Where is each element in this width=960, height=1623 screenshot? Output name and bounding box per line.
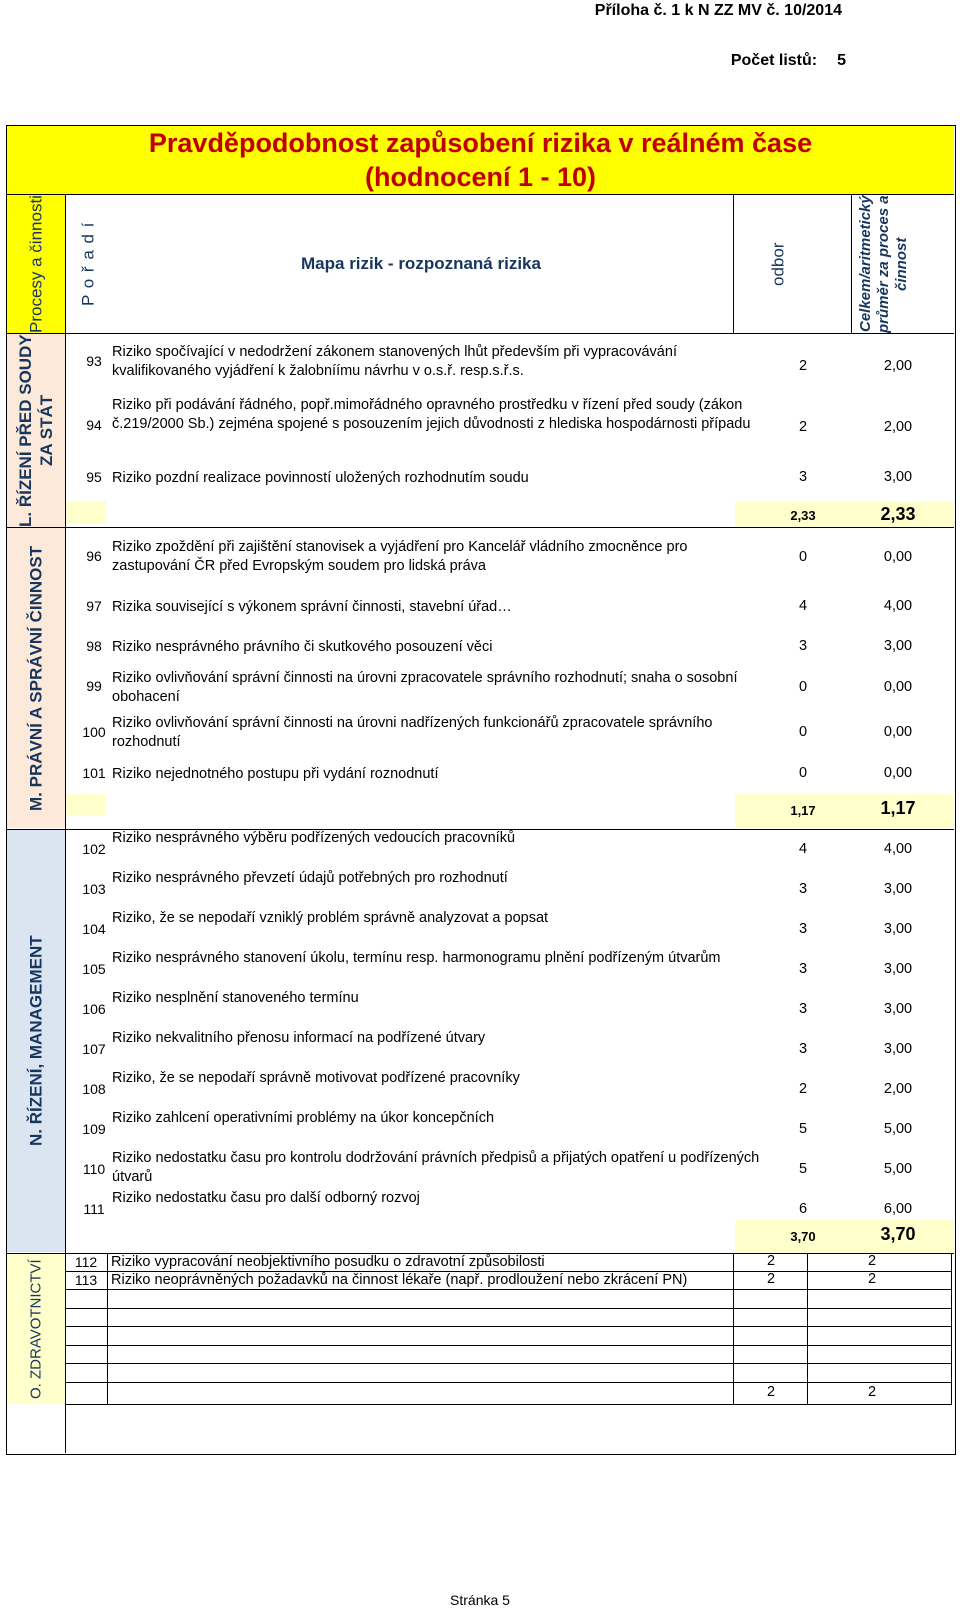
row-description: Riziko, že se nepodaří správně motivovat podřízené pracovníky [112, 1070, 520, 1086]
section-summary-average: 3,70 [880, 1224, 916, 1244]
row-unit-value: 2 [798, 419, 808, 435]
row-unit-value: 5 [798, 1121, 808, 1137]
section-summary-average: 2,33 [880, 504, 916, 524]
header-order: P o ř a d í [78, 221, 98, 307]
row-unit-value: 6 [798, 1201, 808, 1217]
row-unit-value: 0 [798, 679, 808, 695]
row-average: 3,00 [883, 1041, 913, 1057]
section-summary-unit: 3,70 [790, 1229, 816, 1244]
row-description: Riziko spočívající v nedodržení zákonem stanovených lhůt především při vypracovávání kvalifikovaného vyjádření k žalobníímu návrhu v o.s.ř. resp.s.ř.s. [112, 344, 677, 379]
row-number: 100 [82, 724, 106, 740]
row-description: Riziko nesprávného převzetí údajů potřebných pro rozhodnutí [112, 870, 508, 886]
row-number: 94 [86, 417, 102, 433]
row-description: Riziko zpoždění při zajištění stanovisek a vyjádření pro Kancelář vládního zmocněnce pro zastupování ČR před Evropským soudem pro lidská práva [112, 539, 688, 574]
row-average: 3,00 [883, 961, 913, 977]
table-row [7, 390, 954, 456]
row-average: 5,00 [883, 1121, 913, 1137]
header-average: Celkem/aritmetický průměr za proces a činnost [857, 195, 910, 333]
row-number: 112 [74, 1254, 98, 1270]
table-row [7, 991, 954, 1029]
row-description: Riziko ovlivňování správní činnosti na úrovni nadřízených funkcionářů zpracovatele správního rozhodnutí [112, 715, 713, 750]
row-average: 3,00 [883, 1001, 913, 1017]
row-unit-value: 3 [798, 1001, 808, 1017]
row-unit-value: 2 [766, 1253, 776, 1269]
table-row [7, 635, 954, 661]
row-unit-value: 2 [798, 358, 808, 374]
row-number: 104 [82, 921, 106, 937]
row-description: Riziko ovlivňování správní činnosti na úrovni zpracovatele správního rozhodnutí; snaha o sosobní obohacení [112, 670, 738, 705]
row-average: 2,00 [883, 419, 913, 435]
table-row [7, 951, 954, 989]
row-description: Riziko nesplnění stanoveného termínu [112, 990, 359, 1006]
header-unit: odbor [768, 242, 788, 286]
table-row [7, 911, 954, 949]
row-number: 110 [82, 1161, 106, 1177]
row-unit-value: 4 [798, 841, 808, 857]
row-description: Riziko nesprávného právního či skutkového posouzení věci [112, 639, 493, 655]
table-row [7, 714, 954, 756]
row-number: 108 [82, 1081, 106, 1097]
row-unit-value: 4 [798, 598, 808, 614]
row-description: Riziko nesprávného stanovení úkolu, termínu resp. harmonogramu plnění podřízeným útvarům [112, 950, 721, 966]
row-description: Riziko nesprávného výběru podřízených vedoucích pracovníků [112, 830, 516, 846]
row-average: 3,00 [883, 881, 913, 897]
row-number: 107 [82, 1041, 106, 1057]
row-number: 109 [82, 1121, 106, 1137]
row-unit-value: 0 [798, 549, 808, 565]
page-footer: Stránka 5 [450, 1592, 510, 1608]
row-average: 0,00 [883, 765, 913, 781]
row-number: 96 [86, 548, 102, 564]
title-line-2: (hodnocení 1 - 10) [364, 162, 597, 192]
row-number: 95 [86, 469, 102, 485]
row-unit-value: 0 [798, 724, 808, 740]
row-average: 2 [867, 1271, 877, 1287]
row-number: 99 [86, 678, 102, 694]
table-row [7, 1031, 954, 1069]
row-average: 3,00 [883, 469, 913, 485]
table-row [7, 871, 954, 909]
row-unit-value: 3 [798, 881, 808, 897]
section-summary-unit: 1,17 [790, 803, 816, 818]
row-average: 0,00 [883, 549, 913, 565]
row-number: 98 [86, 638, 102, 654]
table-row [7, 595, 954, 621]
table-row [7, 831, 954, 869]
row-average: 6,00 [883, 1201, 913, 1217]
row-unit-value: 5 [798, 1161, 808, 1177]
row-unit-value: 3 [798, 921, 808, 937]
table-row [7, 466, 954, 492]
section-label-n: N. ŘÍZENÍ, MANAGEMENT [26, 935, 46, 1147]
row-average: 2,00 [883, 1081, 913, 1097]
table-row [7, 534, 954, 580]
row-number: 111 [83, 1201, 105, 1217]
section-label-l: L. ŘÍZENÍ PŘED SOUDY ZA STÁT [16, 334, 56, 527]
section-summary-average: 2 [867, 1384, 877, 1400]
row-description: Riziko při podávání řádného, popř.mimořádného opravného prostředku v řízení před soudy (zákon č.219/2000 Sb.) zejména spojené s posouzením jejich důvodnosti z hlediska hospodárnosti případu [112, 397, 751, 432]
annex-reference: Příloha č. 1 k N ZZ MV č. 10/2014 [594, 2, 842, 19]
table-row [7, 762, 954, 788]
row-average: 4,00 [883, 598, 913, 614]
row-description: Riziko, že se nepodaří vzniklý problém správně analyzovat a popsat [112, 910, 549, 926]
row-unit-value: 2 [798, 1081, 808, 1097]
row-average: 0,00 [883, 724, 913, 740]
row-average: 2,00 [883, 358, 913, 374]
row-average: 3,00 [883, 921, 913, 937]
row-average: 2 [867, 1253, 877, 1269]
row-number: 97 [86, 598, 102, 614]
row-description: Riziko nedostatku času pro kontrolu dodržování právních předpisů a přijatých opatření u podřízených útvarů [112, 1150, 760, 1185]
row-description: Riziko zahlcení operativními problémy na úkor koncepčních [112, 1110, 495, 1126]
row-unit-value: 3 [798, 1041, 808, 1057]
section-summary-unit: 2,33 [790, 508, 816, 523]
table-row [7, 339, 954, 387]
row-number: 103 [82, 881, 106, 897]
table-row [7, 667, 954, 709]
header-process: Procesy a činnosti [26, 195, 46, 333]
page-count-label: Počet listů: [730, 52, 818, 69]
row-description: Riziko nejednotného postupu při vydání roznodnutí [112, 766, 439, 782]
table-row [7, 1111, 954, 1149]
row-average: 4,00 [883, 841, 913, 857]
table-row [7, 1272, 954, 1289]
table-title [7, 126, 954, 194]
row-number: 101 [82, 765, 106, 781]
row-number: 113 [74, 1272, 98, 1288]
section-summary-unit: 2 [766, 1384, 776, 1400]
row-unit-value: 2 [766, 1271, 776, 1287]
row-average: 5,00 [883, 1161, 913, 1177]
table-row [7, 1151, 954, 1189]
row-description: Riziko neoprávněných požadavků na činnost lékaře (např. prodloužení nebo zkrácení PN) [111, 1272, 688, 1288]
row-number: 102 [82, 841, 106, 857]
row-description: Riziko nedostatku času pro další odborný rozvoj [112, 1190, 420, 1206]
row-number: 93 [86, 353, 102, 369]
section-summary-average: 1,17 [880, 798, 916, 818]
row-unit-value: 0 [798, 765, 808, 781]
section-label-m: M. PRÁVNÍ A SPRÁVNÍ ČINNOST [26, 545, 46, 811]
title-line-1: Pravděpodobnost zapůsobení rizika v reálném čase [148, 128, 813, 158]
row-unit-value: 3 [798, 469, 808, 485]
table-row [7, 1071, 954, 1109]
page-count [731, 52, 846, 70]
row-number: 106 [82, 1001, 106, 1017]
row-description: Rizika související s výkonem správní činnosti, stavební úřad… [112, 599, 512, 615]
section-label-o: O. ZDRAVOTNICTVÍ [27, 1259, 45, 1399]
row-unit-value: 3 [798, 638, 808, 654]
row-unit-value: 3 [798, 961, 808, 977]
header-map: Mapa rizik - rozpoznaná rizika [301, 254, 541, 273]
table-row [7, 1254, 954, 1271]
page-count-value: 5 [837, 52, 846, 69]
row-description: Riziko pozdní realizace povinností uložených rozhodnutím soudu [112, 470, 529, 486]
row-number: 105 [82, 961, 106, 977]
row-average: 0,00 [883, 679, 913, 695]
row-description: Riziko nekvalitního přenosu informací na podřízené útvary [112, 1030, 486, 1046]
risk-table [6, 125, 956, 1455]
row-average: 3,00 [883, 638, 913, 654]
row-description: Riziko vypracování neobjektivního posudku o zdravotní způsobilosti [111, 1254, 545, 1270]
